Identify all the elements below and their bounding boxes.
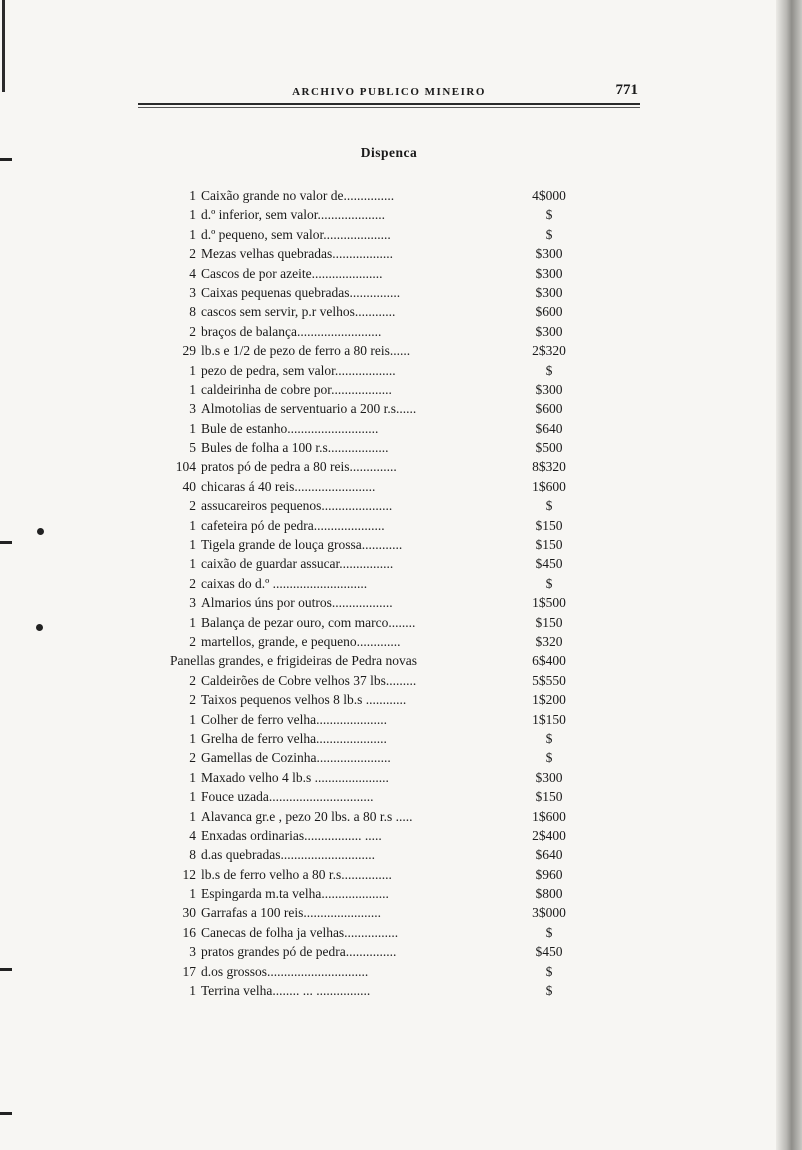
inventory-row — [170, 903, 610, 922]
item-description: Bule de estanho........................... — [201, 420, 379, 436]
inventory-row — [170, 942, 610, 961]
item-description: martellos, grande, e pequeno............. — [201, 633, 401, 649]
inventory-row — [170, 865, 610, 884]
margin-dot — [37, 528, 44, 535]
inventory-row — [170, 516, 610, 535]
inventory-row — [170, 380, 610, 399]
item-value: $ — [545, 924, 553, 940]
item-quantity: 40 — [182, 478, 196, 494]
item-description: Maxado velho 4 lb.s ...................... — [201, 769, 389, 785]
item-quantity: 2 — [189, 575, 196, 591]
item-description: chicaras á 40 reis........................ — [201, 478, 376, 494]
page-number: 771 — [615, 82, 638, 98]
item-quantity: 1 — [189, 188, 196, 203]
item-value: 1$200 — [532, 692, 566, 708]
item-value: $600 — [535, 401, 563, 417]
inventory-row — [170, 186, 610, 205]
inventory-row — [170, 651, 610, 670]
item-quantity: 1 — [189, 381, 196, 397]
item-value: $600 — [535, 304, 563, 320]
item-quantity: 17 — [182, 963, 196, 979]
item-description: caldeirinha de cobre por.................. — [201, 381, 392, 397]
margin-dot — [36, 624, 43, 631]
item-value: $ — [545, 362, 553, 378]
header-rule-thin — [138, 107, 640, 108]
item-quantity: 1 — [189, 362, 196, 378]
running-head — [138, 82, 640, 104]
inventory-row — [170, 613, 610, 632]
inventory-row — [170, 205, 610, 224]
inventory-row — [170, 981, 610, 1000]
inventory-row — [170, 593, 610, 612]
item-description: Bules de folha a 100 r.s.................. — [201, 440, 389, 456]
inventory-row — [170, 574, 610, 593]
item-description: Terrina velha........ ... ................ — [201, 983, 371, 999]
item-value: $300 — [535, 323, 563, 339]
item-value: 4$000 — [532, 188, 566, 203]
item-description: Caixas pequenas quebradas............... — [201, 284, 401, 300]
item-value: 5$550 — [532, 672, 566, 688]
item-value: $320 — [535, 633, 563, 649]
item-quantity: 1 — [189, 808, 196, 824]
item-value: 2$400 — [532, 827, 566, 843]
item-value: $800 — [535, 886, 563, 902]
item-quantity: 2 — [189, 692, 196, 708]
item-description: Alavanca gr.e , pezo 20 lbs. a 80 r.s ..... — [201, 808, 413, 824]
item-quantity: 4 — [189, 827, 196, 843]
inventory-row — [170, 496, 610, 515]
item-quantity: 1 — [189, 537, 196, 553]
item-quantity: 8 — [189, 847, 196, 863]
item-value: $640 — [535, 847, 563, 863]
item-description: Taixos pequenos velhos 8 lb.s ............ — [201, 692, 407, 708]
margin-mark — [0, 1112, 12, 1115]
inventory-row — [170, 438, 610, 457]
inventory-row — [170, 264, 610, 283]
inventory-row — [170, 419, 610, 438]
item-description: Almotolias de serventuario a 200 r.s...... — [201, 401, 417, 417]
item-value: 1$600 — [532, 808, 566, 824]
item-quantity: 3 — [189, 284, 196, 300]
margin-mark — [0, 541, 12, 544]
item-description: Enxadas ordinarias................. ..... — [201, 827, 382, 843]
item-description: Fouce uzada............................... — [201, 789, 374, 805]
item-value: $300 — [535, 769, 563, 785]
item-quantity: 1 — [189, 614, 196, 630]
item-description: Panellas grandes, e frigideiras de Pedra novas — [170, 653, 418, 669]
inventory-row — [170, 923, 610, 942]
item-value: $450 — [535, 556, 563, 572]
inventory-row — [170, 768, 610, 787]
item-description: d.º pequeno, sem valor.................... — [201, 226, 391, 242]
margin-mark — [0, 968, 12, 971]
item-description: d.as quebradas............................ — [201, 847, 375, 863]
item-value: $300 — [535, 246, 563, 262]
inventory-row — [170, 322, 610, 341]
item-quantity: 3 — [189, 944, 196, 960]
item-quantity: 1 — [189, 556, 196, 572]
item-quantity: 2 — [189, 672, 196, 688]
item-quantity: 1 — [189, 730, 196, 746]
item-description: Espingarda m.ta velha.................... — [201, 886, 389, 902]
inventory-row — [170, 807, 610, 826]
inventory-row — [170, 845, 610, 864]
item-value: 3$000 — [532, 905, 566, 921]
item-quantity: 3 — [189, 401, 196, 417]
item-value: $450 — [535, 944, 563, 960]
item-value: 1$600 — [532, 478, 566, 494]
inventory-row — [170, 787, 610, 806]
item-quantity: 1 — [189, 886, 196, 902]
item-description: Canecas de folha ja velhas................ — [201, 924, 399, 940]
item-description: assucareiros pequenos..................... — [201, 498, 393, 514]
item-value: $960 — [535, 866, 563, 882]
item-value: $ — [545, 750, 553, 766]
item-value: $ — [545, 963, 553, 979]
item-description: Garrafas a 100 reis....................... — [201, 905, 381, 921]
inventory-row — [170, 729, 610, 748]
item-description: braços de balança......................... — [201, 323, 382, 339]
item-description: cafeteira pó de pedra..................... — [201, 517, 385, 533]
inventory-row — [170, 535, 610, 554]
item-value: $300 — [535, 381, 563, 397]
item-quantity: 1 — [189, 711, 196, 727]
item-description: caixão de guardar assucar................ — [201, 556, 394, 572]
item-description: d.º inferior, sem valor.................... — [201, 207, 385, 223]
item-quantity: 5 — [189, 440, 196, 456]
item-description: caixas do d.º ............................ — [201, 575, 368, 591]
item-quantity: 1 — [189, 226, 196, 242]
item-description: Caixão grande no valor de............... — [201, 188, 395, 203]
item-quantity: 4 — [189, 265, 196, 281]
inventory-row — [170, 554, 610, 573]
item-value: 1$150 — [532, 711, 566, 727]
item-description: pezo de pedra, sem valor.................. — [201, 362, 396, 378]
inventory-row — [170, 690, 610, 709]
item-description: lb.s de ferro velho a 80 r.s............... — [201, 866, 392, 882]
inventory-row — [170, 962, 610, 981]
inventory-row — [170, 457, 610, 476]
header-rule — [138, 103, 640, 105]
item-quantity: 12 — [182, 866, 196, 882]
item-value: $150 — [535, 517, 563, 533]
item-quantity: 2 — [189, 750, 196, 766]
item-quantity: 2 — [189, 246, 196, 262]
item-description: Colher de ferro velha..................... — [201, 711, 387, 727]
item-value: 6$400 — [532, 653, 566, 669]
item-quantity: 1 — [189, 207, 196, 223]
item-description: Tigela grande de louça grossa............ — [201, 537, 403, 553]
item-description: Grelha de ferro velha..................... — [201, 730, 387, 746]
item-quantity: 104 — [175, 459, 196, 475]
item-description: Almarios úns por outros.................. — [201, 595, 393, 611]
item-description: Gamellas de Cozinha...................... — [201, 750, 391, 766]
item-quantity: 2 — [189, 498, 196, 514]
item-quantity: 2 — [189, 633, 196, 649]
item-description: d.os grossos.............................. — [201, 963, 369, 979]
item-value: $ — [545, 207, 553, 223]
inventory-row — [170, 399, 610, 418]
item-quantity: 1 — [189, 769, 196, 785]
inventory-list — [170, 186, 610, 1000]
inventory-row — [170, 632, 610, 651]
item-quantity: 16 — [182, 924, 196, 940]
item-description: pratos grandes pó de pedra............... — [201, 944, 397, 960]
item-quantity: 3 — [189, 595, 196, 611]
item-value: $150 — [535, 789, 563, 805]
item-value: $300 — [535, 265, 563, 281]
running-title: ARCHIVO PUBLICO MINEIRO — [292, 86, 486, 98]
inventory-row — [170, 826, 610, 845]
inventory-row — [170, 244, 610, 263]
item-description: cascos sem servir, p.r velhos............ — [201, 304, 396, 320]
item-value: 8$320 — [532, 459, 566, 475]
item-quantity: 30 — [182, 905, 196, 921]
item-value: $300 — [535, 284, 563, 300]
item-quantity: 29 — [182, 343, 196, 359]
item-description: Balança de pezar ouro, com marco........ — [201, 614, 416, 630]
inventory-row — [170, 884, 610, 903]
inventory-row — [170, 225, 610, 244]
item-description: Cascos de por azeite..................... — [201, 265, 383, 281]
inventory-row — [170, 361, 610, 380]
margin-mark — [0, 158, 12, 161]
item-quantity: 1 — [189, 517, 196, 533]
inventory-row — [170, 302, 610, 321]
item-value: $ — [545, 575, 553, 591]
section-title: Dispenca — [360, 145, 418, 160]
binding-edge — [776, 0, 802, 1150]
item-description: Mezas velhas quebradas.................. — [201, 246, 393, 262]
item-value: 2$320 — [532, 343, 566, 359]
item-description: lb.s e 1/2 de pezo de ferro a 80 reis...... — [201, 343, 411, 359]
item-quantity: 1 — [189, 789, 196, 805]
inventory-row — [170, 283, 610, 302]
item-quantity: 1 — [189, 420, 196, 436]
item-value: $640 — [535, 420, 563, 436]
inventory-row — [170, 671, 610, 690]
item-description: Caldeirões de Cobre velhos 37 lbs......... — [201, 672, 417, 688]
inventory-row — [170, 341, 610, 360]
item-description: pratos pó de pedra a 80 reis.............. — [201, 459, 397, 475]
inventory-row — [170, 477, 610, 496]
item-value: $150 — [535, 537, 563, 553]
item-value: $ — [545, 730, 553, 746]
item-value: $500 — [535, 440, 563, 456]
item-quantity: 1 — [189, 983, 196, 999]
item-value: $150 — [535, 614, 563, 630]
item-value: $ — [545, 983, 553, 999]
item-value: $ — [545, 498, 553, 514]
inventory-row — [170, 748, 610, 767]
inventory-row — [170, 710, 610, 729]
item-quantity: 2 — [189, 323, 196, 339]
item-value: 1$500 — [532, 595, 566, 611]
scan-left-edge — [2, 0, 5, 1150]
item-quantity: 8 — [189, 304, 196, 320]
item-value: $ — [545, 226, 553, 242]
